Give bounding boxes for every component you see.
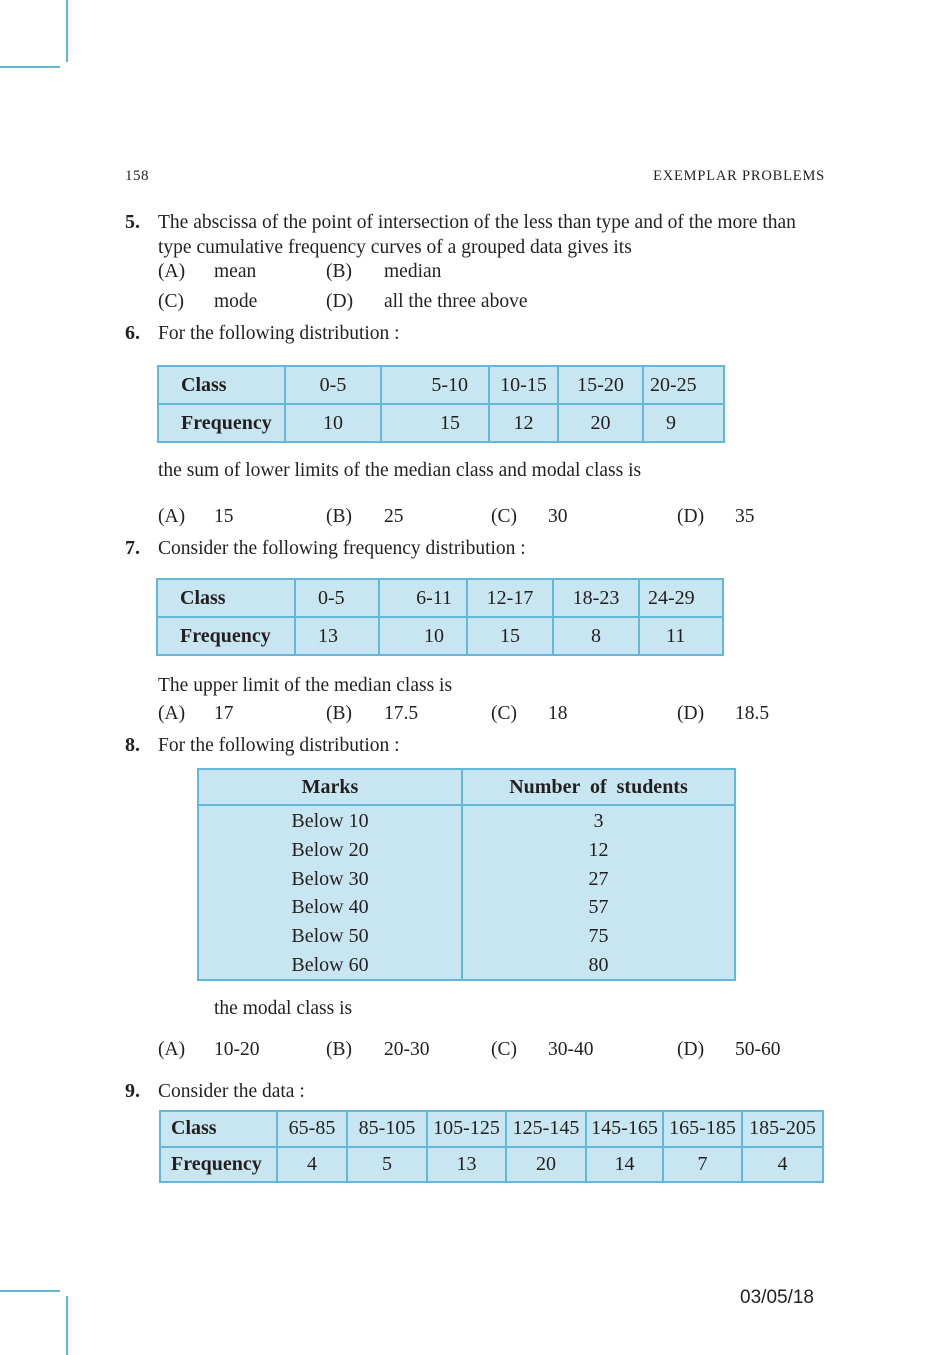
q6-distribution-table bbox=[157, 365, 725, 443]
q5-option-d-label: (D) bbox=[326, 291, 354, 312]
table-cell: 0-5 bbox=[285, 366, 381, 404]
table-cell: 10-15 bbox=[489, 366, 558, 404]
question-7-after-text: The upper limit of the median class is bbox=[158, 675, 453, 696]
q5-option-c-text: mode bbox=[214, 291, 258, 312]
table-cell: 75 bbox=[588, 925, 609, 948]
marks-header: Marks bbox=[199, 770, 461, 806]
question-6-number: 6. bbox=[125, 322, 140, 344]
table-cell: 65-85 bbox=[277, 1111, 347, 1147]
table-cell: Below 20 bbox=[291, 838, 369, 861]
table-row bbox=[158, 366, 724, 404]
marks-column bbox=[199, 770, 461, 979]
q7-option-b-text: 17.5 bbox=[384, 703, 419, 724]
table-cell: 125-145 bbox=[506, 1111, 586, 1147]
table-cell: 12 bbox=[588, 838, 609, 861]
q6-option-a-label: (A) bbox=[158, 506, 186, 527]
q6-option-d-text: 35 bbox=[735, 506, 755, 527]
q7-option-d-text: 18.5 bbox=[735, 703, 770, 724]
q8-option-d-text: 50-60 bbox=[735, 1039, 781, 1060]
table-cell: 18-23 bbox=[553, 579, 639, 617]
q8-option-a-text: 10-20 bbox=[214, 1039, 260, 1060]
table-cell: 20-25 bbox=[643, 366, 724, 404]
page-number: 158 bbox=[125, 168, 149, 184]
table-row bbox=[157, 617, 723, 655]
table-cell: 8 bbox=[553, 617, 639, 655]
table-row bbox=[158, 404, 724, 442]
crop-mark-top-horizontal bbox=[0, 66, 60, 68]
table-cell: 3 bbox=[593, 810, 604, 832]
q5-option-b-text: median bbox=[384, 261, 442, 282]
question-9-number: 9. bbox=[125, 1080, 140, 1102]
table-cell: 9 bbox=[643, 404, 724, 442]
table-cell: Below 50 bbox=[291, 925, 369, 948]
q7-option-b-label: (B) bbox=[326, 703, 352, 724]
q5-option-a-label: (A) bbox=[158, 261, 186, 282]
table-cell: 24-29 bbox=[639, 579, 723, 617]
running-title: EXEMPLAR PROBLEMS bbox=[653, 168, 825, 184]
q8-option-d-label: (D) bbox=[677, 1039, 705, 1060]
question-5-text-line1: The abscissa of the point of intersection of the less than type and of the more than bbox=[158, 212, 796, 233]
table-cell: 5-10 bbox=[381, 366, 489, 404]
table-cell: 165-185 bbox=[663, 1111, 742, 1147]
table-cell: Below 30 bbox=[291, 867, 369, 890]
table-row bbox=[160, 1111, 823, 1147]
table-cell: 10 bbox=[379, 617, 467, 655]
q8-option-c-label: (C) bbox=[491, 1039, 517, 1060]
q6-option-c-label: (C) bbox=[491, 506, 517, 527]
crop-mark-bottom-horizontal bbox=[0, 1290, 60, 1292]
question-7-text: Consider the following frequency distribution : bbox=[158, 538, 526, 559]
q6-option-d-label: (D) bbox=[677, 506, 705, 527]
table-cell: 80 bbox=[588, 953, 609, 976]
q7-option-a-label: (A) bbox=[158, 703, 186, 724]
table-cell: 4 bbox=[742, 1147, 823, 1183]
table-cell: 13 bbox=[295, 617, 379, 655]
row-label-class: Class bbox=[158, 366, 285, 404]
q7-distribution-table bbox=[156, 578, 724, 656]
q6-option-c-text: 30 bbox=[548, 506, 568, 527]
question-9-text: Consider the data : bbox=[158, 1081, 305, 1102]
row-label-frequency: Frequency bbox=[160, 1147, 277, 1183]
question-6-after-text: the sum of lower limits of the median class and modal class is bbox=[158, 460, 642, 481]
table-cell: 20 bbox=[558, 404, 643, 442]
table-cell: 185-205 bbox=[742, 1111, 823, 1147]
table-cell: Below 10 bbox=[291, 810, 369, 832]
q6-option-a-text: 15 bbox=[214, 506, 234, 527]
q5-option-c-label: (C) bbox=[158, 291, 184, 312]
table-cell: 12-17 bbox=[467, 579, 553, 617]
crop-mark-bottom-vertical bbox=[66, 1296, 68, 1355]
q7-option-c-label: (C) bbox=[491, 703, 517, 724]
table-cell: 15-20 bbox=[558, 366, 643, 404]
row-label-class: Class bbox=[160, 1111, 277, 1147]
question-5-number: 5. bbox=[125, 211, 140, 233]
q8-marks-table bbox=[197, 768, 736, 981]
table-cell: 5 bbox=[347, 1147, 427, 1183]
table-cell: 12 bbox=[489, 404, 558, 442]
table-cell: 15 bbox=[381, 404, 489, 442]
row-label-class: Class bbox=[157, 579, 295, 617]
q5-option-d-text: all the three above bbox=[384, 291, 528, 312]
table-cell: 11 bbox=[639, 617, 723, 655]
q6-option-b-text: 25 bbox=[384, 506, 404, 527]
question-7-number: 7. bbox=[125, 537, 140, 559]
crop-mark-top-vertical bbox=[66, 0, 68, 62]
table-cell: 10 bbox=[285, 404, 381, 442]
q5-option-a-text: mean bbox=[214, 261, 257, 282]
q7-option-d-label: (D) bbox=[677, 703, 705, 724]
q7-option-a-text: 17 bbox=[214, 703, 234, 724]
q8-option-c-text: 30-40 bbox=[548, 1039, 594, 1060]
q8-option-a-label: (A) bbox=[158, 1039, 186, 1060]
table-cell: 13 bbox=[427, 1147, 506, 1183]
table-cell: Below 40 bbox=[291, 896, 369, 919]
table-cell: 27 bbox=[588, 867, 609, 890]
question-5-text-line2: type cumulative frequency curves of a grouped data gives its bbox=[158, 237, 632, 258]
table-cell: 105-125 bbox=[427, 1111, 506, 1147]
students-column bbox=[463, 770, 734, 979]
table-row bbox=[157, 579, 723, 617]
table-cell: 14 bbox=[586, 1147, 663, 1183]
q8-option-b-text: 20-30 bbox=[384, 1039, 430, 1060]
table-cell: 15 bbox=[467, 617, 553, 655]
table-cell: 0-5 bbox=[295, 579, 379, 617]
question-6-text: For the following distribution : bbox=[158, 323, 400, 344]
table-cell: Below 60 bbox=[291, 953, 369, 976]
row-label-frequency: Frequency bbox=[157, 617, 295, 655]
table-cell: 6-11 bbox=[379, 579, 467, 617]
table-cell: 7 bbox=[663, 1147, 742, 1183]
question-8-after-text: the modal class is bbox=[214, 998, 353, 1019]
table-cell: 4 bbox=[277, 1147, 347, 1183]
question-8-number: 8. bbox=[125, 734, 140, 756]
table-cell: 57 bbox=[588, 896, 609, 919]
table-cell: 145-165 bbox=[586, 1111, 663, 1147]
print-date: 03/05/18 bbox=[740, 1287, 814, 1308]
table-row bbox=[160, 1147, 823, 1183]
q8-option-b-label: (B) bbox=[326, 1039, 352, 1060]
table-cell: 85-105 bbox=[347, 1111, 427, 1147]
students-header: Number of students bbox=[463, 770, 734, 806]
row-label-frequency: Frequency bbox=[158, 404, 285, 442]
q5-option-b-label: (B) bbox=[326, 261, 352, 282]
table-cell: 20 bbox=[506, 1147, 586, 1183]
q9-distribution-table bbox=[159, 1110, 824, 1183]
q7-option-c-text: 18 bbox=[548, 703, 568, 724]
q6-option-b-label: (B) bbox=[326, 506, 352, 527]
question-8-text: For the following distribution : bbox=[158, 735, 400, 756]
